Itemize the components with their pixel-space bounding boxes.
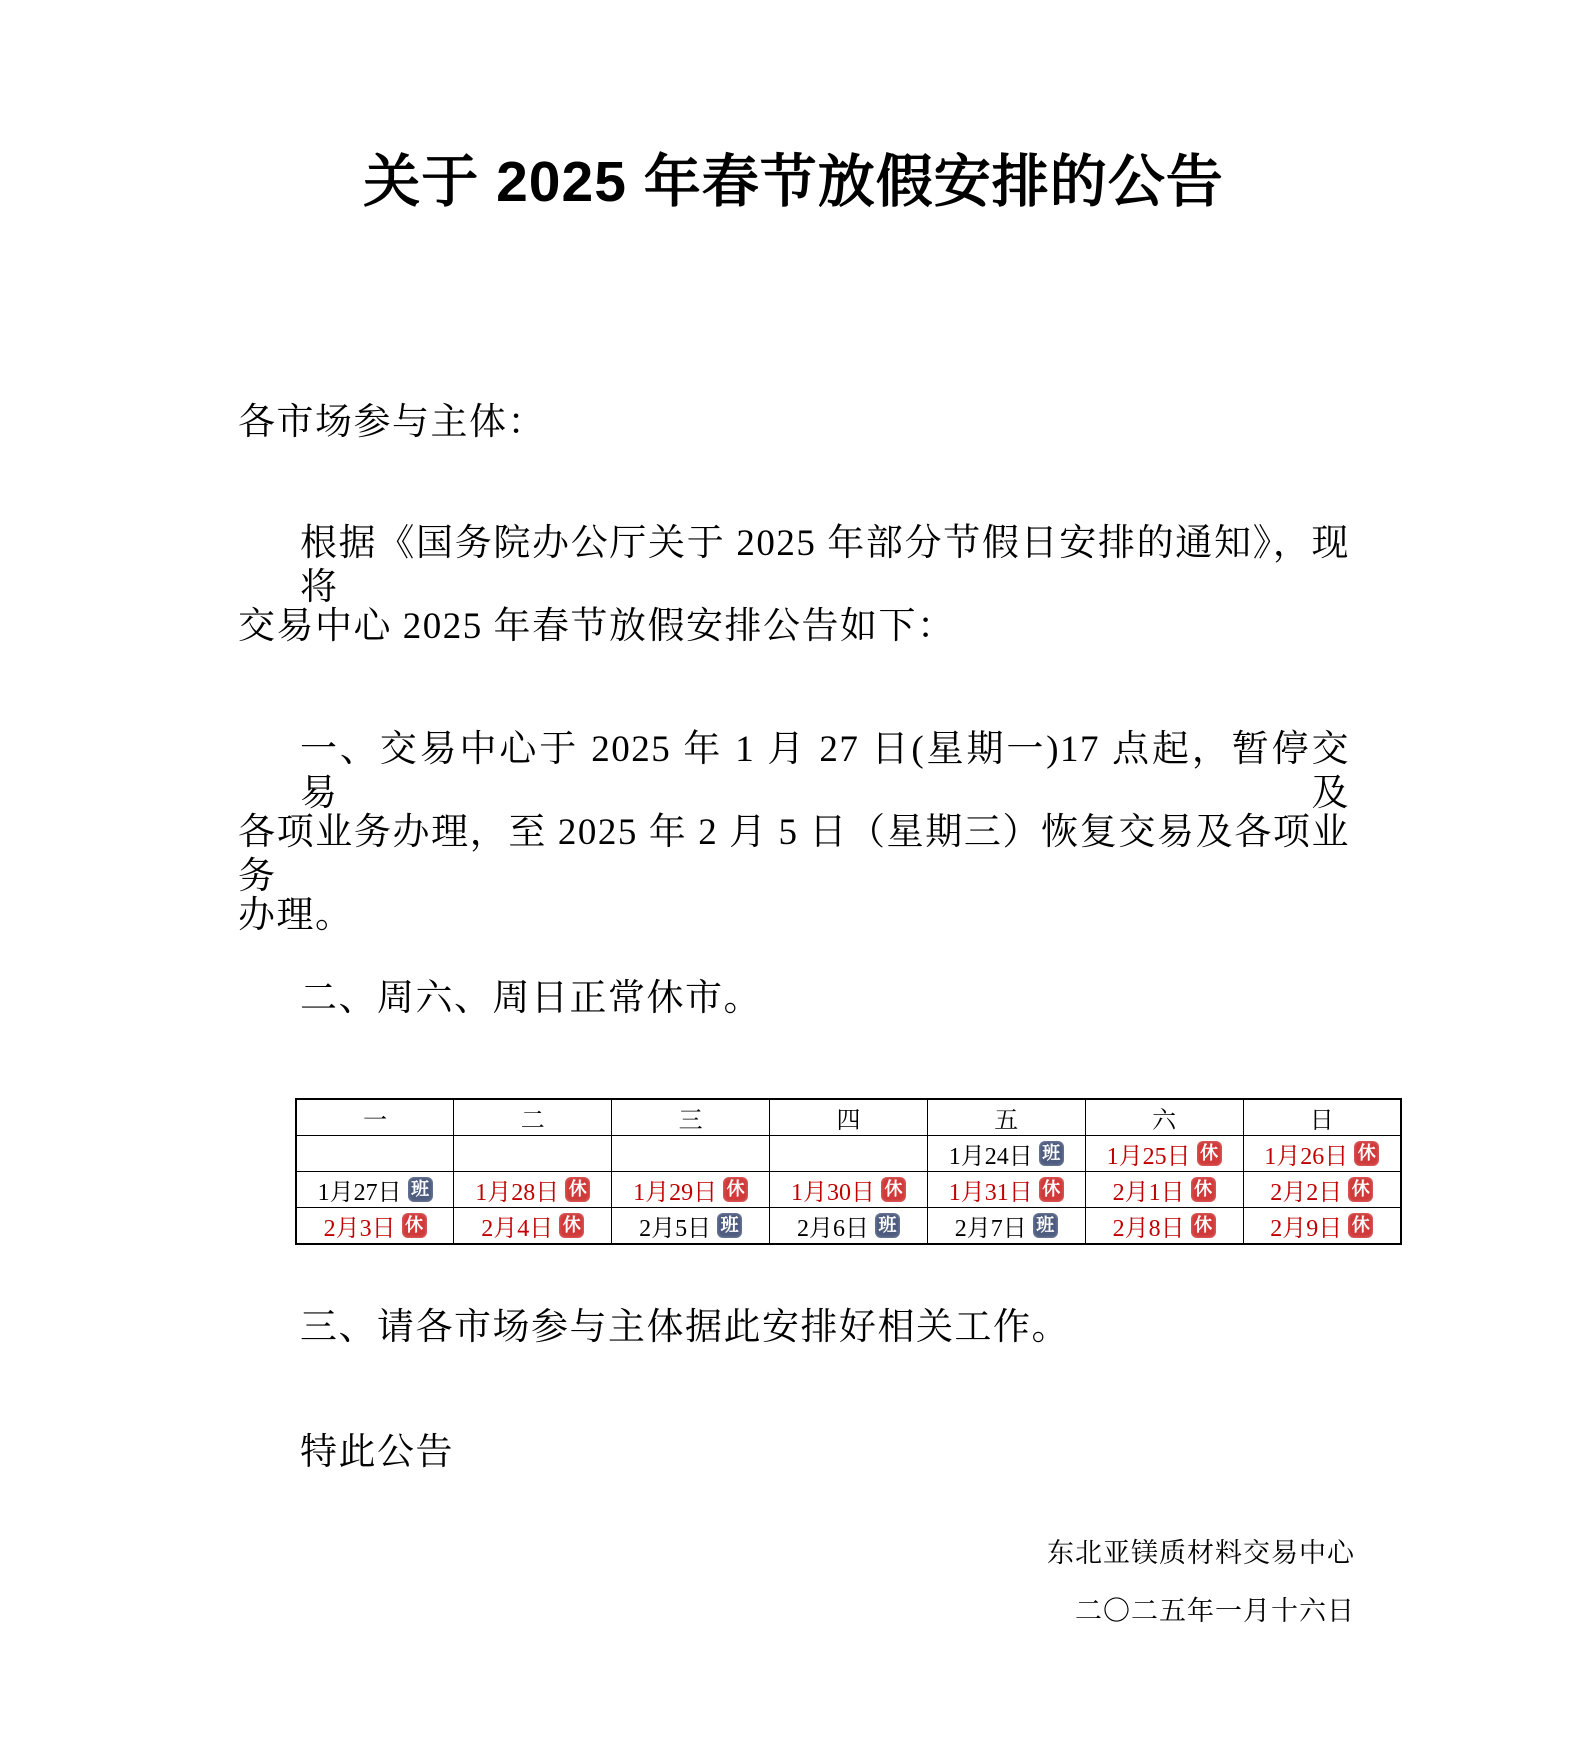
- rest-day-badge: 休: [402, 1213, 427, 1238]
- calendar-day-cell: [927, 1208, 1085, 1245]
- calendar-date-label: 1月26日: [1264, 1144, 1349, 1170]
- paragraph-item3: 三、请各市场参与主体据此安排好相关工作。: [300, 1307, 1070, 1348]
- calendar-weekday-header: 四: [770, 1099, 928, 1136]
- calendar-date-label: 1月29日: [633, 1180, 718, 1206]
- calendar-day-cell: [612, 1208, 770, 1245]
- calendar-day-cell: [1085, 1172, 1243, 1208]
- paragraph-intro-line2: 交易中心 2025 年春节放假安排公告如下：: [238, 606, 956, 647]
- calendar-day-cell: [454, 1208, 612, 1245]
- calendar-date-label: 2月1日: [1112, 1180, 1185, 1206]
- paragraph-item1-line2: 各项业务办理，至 2025 年 2 月 5 日（星期三）恢复交易及各项业务: [238, 812, 1350, 898]
- rest-day-badge: 休: [1348, 1177, 1373, 1202]
- paragraph-item1-line1: 一、交易中心于 2025 年 1 月 27 日(星期一)17 点起，暂停交易及: [300, 729, 1350, 815]
- paragraph-item1-line3: 办理。: [238, 895, 354, 936]
- calendar-day-cell: [927, 1136, 1085, 1172]
- calendar-empty-cell: [296, 1136, 454, 1172]
- calendar-date-label: 2月6日: [796, 1216, 869, 1242]
- calendar-day-cell: [454, 1172, 612, 1208]
- holiday-calendar-wrapper: [295, 1098, 1402, 1245]
- paragraph-item2: 二、周六、周日正常休市。: [300, 978, 762, 1019]
- calendar-day-cell: [770, 1208, 928, 1245]
- rest-day-badge: 休: [565, 1177, 590, 1202]
- calendar-weekday-header: 二: [454, 1099, 612, 1136]
- calendar-date-label: 2月7日: [954, 1216, 1027, 1242]
- salutation: 各市场参与主体：: [238, 402, 546, 443]
- calendar-day-cell: [1243, 1208, 1401, 1245]
- calendar-day-cell: [1085, 1136, 1243, 1172]
- paragraph-intro-line1: 根据《国务院办公厅关于 2025 年部分节假日安排的通知》，现将: [300, 523, 1350, 609]
- rest-day-badge: 休: [1354, 1141, 1379, 1166]
- calendar-empty-cell: [454, 1136, 612, 1172]
- calendar-weekday-header: 一: [296, 1099, 454, 1136]
- signature-date: 二〇二五年一月十六日: [1075, 1596, 1355, 1626]
- calendar-header-row: [296, 1099, 1401, 1136]
- calendar-date-label: 1月25日: [1106, 1144, 1191, 1170]
- calendar-date-label: 1月28日: [475, 1180, 560, 1206]
- calendar-day-cell: [1243, 1136, 1401, 1172]
- rest-day-badge: 休: [1197, 1141, 1222, 1166]
- calendar-date-label: 2月9日: [1270, 1216, 1343, 1242]
- rest-day-badge: 休: [881, 1177, 906, 1202]
- calendar-date-label: 2月4日: [481, 1216, 554, 1242]
- calendar-row: [296, 1208, 1401, 1245]
- rest-day-badge: 休: [559, 1213, 584, 1238]
- calendar-date-label: 2月2日: [1270, 1180, 1343, 1206]
- calendar-date-label: 1月24日: [948, 1144, 1033, 1170]
- calendar-day-cell: [1243, 1172, 1401, 1208]
- calendar-day-cell: [770, 1172, 928, 1208]
- calendar-day-cell: [296, 1172, 454, 1208]
- signature-organization: 东北亚镁质材料交易中心: [1047, 1538, 1355, 1568]
- calendar-date-label: 2月3日: [323, 1216, 396, 1242]
- rest-day-badge: 休: [1039, 1177, 1064, 1202]
- calendar-day-cell: [296, 1208, 454, 1245]
- work-day-badge: 班: [717, 1213, 742, 1238]
- calendar-weekday-header: 三: [612, 1099, 770, 1136]
- work-day-badge: 班: [1033, 1213, 1058, 1238]
- calendar-date-label: 2月5日: [639, 1216, 712, 1242]
- closing-phrase: 特此公告: [300, 1432, 454, 1473]
- page-title: 关于 2025 年春节放假安排的公告: [363, 150, 1224, 214]
- calendar-day-cell: [612, 1172, 770, 1208]
- calendar-date-label: 1月27日: [317, 1180, 402, 1206]
- calendar-day-cell: [1085, 1208, 1243, 1245]
- calendar-date-label: 1月31日: [948, 1180, 1033, 1206]
- work-day-badge: 班: [875, 1213, 900, 1238]
- rest-day-badge: 休: [1191, 1177, 1216, 1202]
- calendar-weekday-header: 日: [1243, 1099, 1401, 1136]
- calendar-date-label: 2月8日: [1112, 1216, 1185, 1242]
- calendar-day-cell: [927, 1172, 1085, 1208]
- work-day-badge: 班: [1039, 1141, 1064, 1166]
- calendar-weekday-header: 六: [1085, 1099, 1243, 1136]
- holiday-calendar-table: [295, 1098, 1402, 1245]
- rest-day-badge: 休: [1348, 1213, 1373, 1238]
- calendar-empty-cell: [770, 1136, 928, 1172]
- rest-day-badge: 休: [1191, 1213, 1216, 1238]
- calendar-row: [296, 1172, 1401, 1208]
- calendar-weekday-header: 五: [927, 1099, 1085, 1136]
- calendar-date-label: 1月30日: [790, 1180, 875, 1206]
- rest-day-badge: 休: [723, 1177, 748, 1202]
- calendar-row: [296, 1136, 1401, 1172]
- calendar-empty-cell: [612, 1136, 770, 1172]
- work-day-badge: 班: [408, 1177, 433, 1202]
